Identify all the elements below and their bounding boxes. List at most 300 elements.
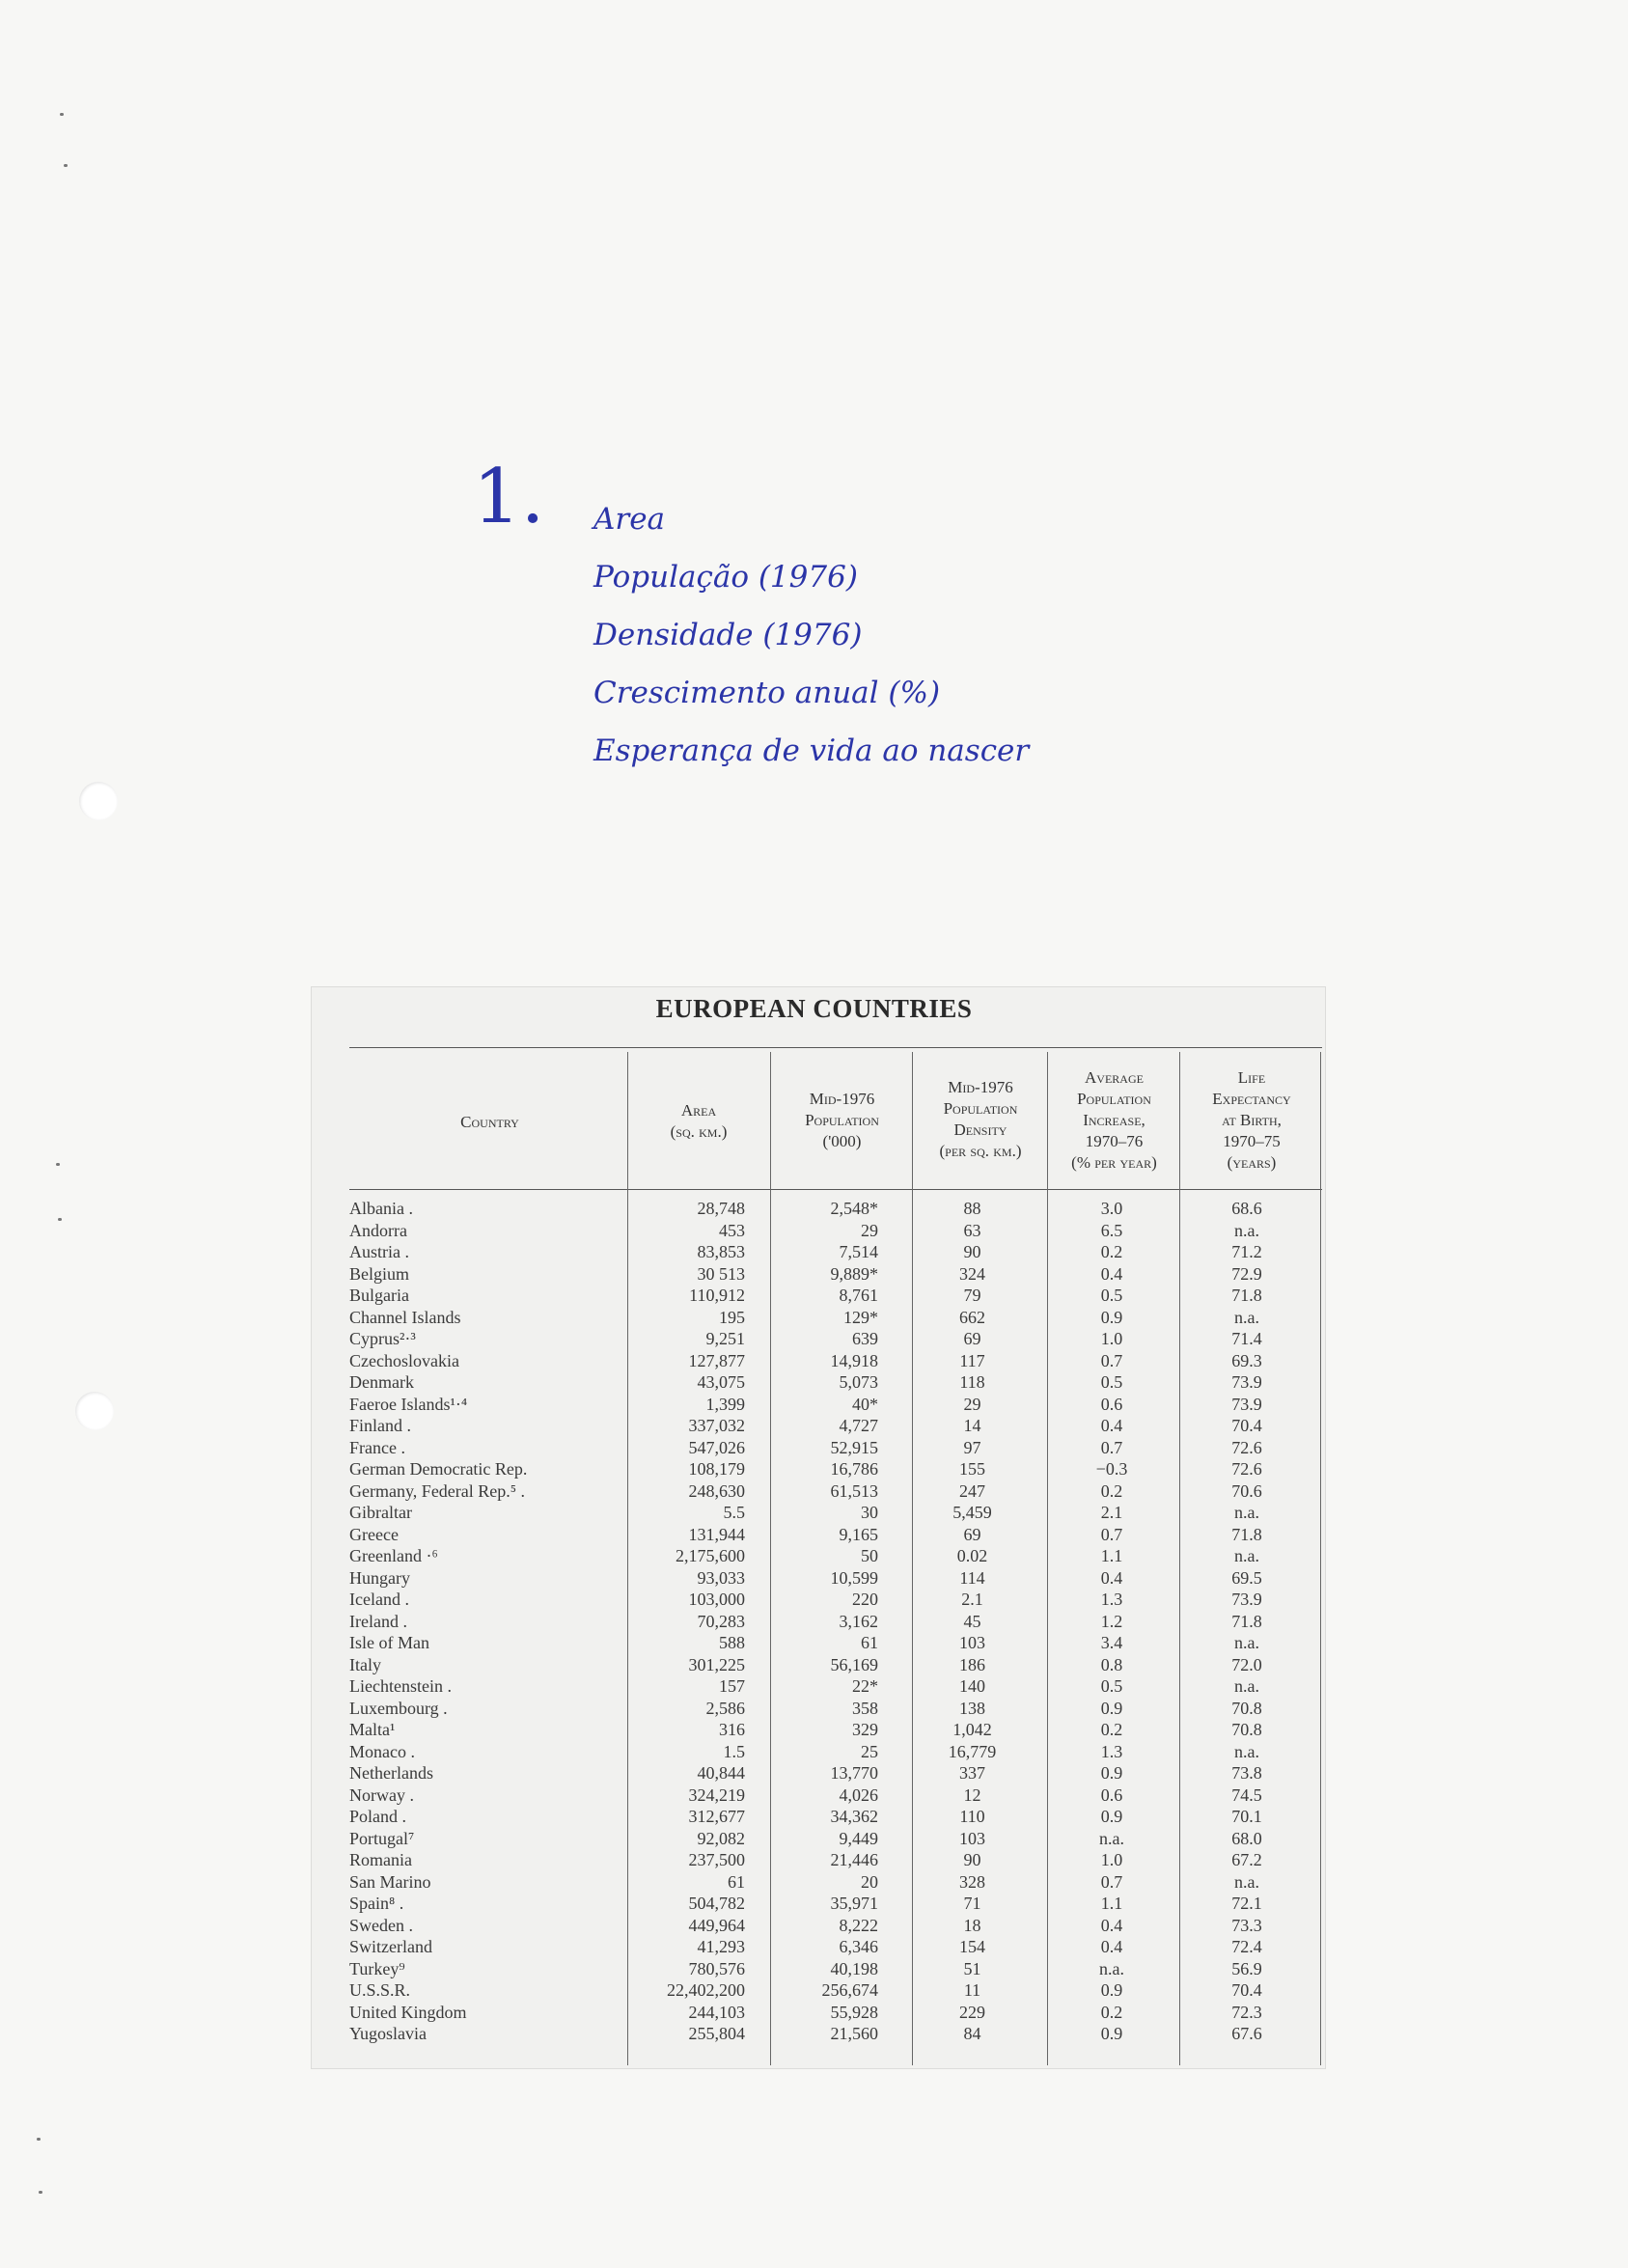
density-cell: 1,042 [952, 1720, 992, 1739]
life-expectancy-cell: 71.2 [1231, 1242, 1262, 1261]
table-row [0, 1459, 1628, 1481]
density-cell: 71 [963, 1894, 981, 1913]
table-row [0, 1568, 1628, 1590]
header-line: Population [805, 1111, 879, 1129]
country-cell: Portugal⁷ [349, 1828, 415, 1848]
increase-cell: 0.4 [1100, 1937, 1123, 1956]
population-cell: 35,971 [830, 1894, 878, 1913]
table-row [0, 1329, 1628, 1351]
header-line: (% per year) [1071, 1153, 1157, 1172]
density-cell: 69 [963, 1524, 981, 1544]
population-cell: 50 [861, 1546, 878, 1565]
handwritten-line: População (1976) [593, 560, 858, 595]
country-cell: Malta¹ [349, 1720, 396, 1739]
country-cell: German Democratic Rep. [349, 1459, 528, 1479]
table-row [0, 1308, 1628, 1330]
country-cell: Sweden . [349, 1915, 413, 1935]
life-expectancy-cell: n.a. [1234, 1546, 1259, 1565]
population-cell: 14,918 [830, 1350, 878, 1370]
area-cell: 237,500 [688, 1850, 745, 1869]
population-cell: 52,915 [830, 1437, 878, 1457]
life-expectancy-cell: 72.4 [1231, 1937, 1262, 1956]
population-cell: 9,889* [830, 1263, 878, 1284]
life-expectancy-cell: 67.2 [1231, 1850, 1262, 1869]
life-expectancy-cell: 73.9 [1231, 1394, 1262, 1414]
population-cell: 329 [852, 1720, 878, 1739]
header-line: Mid-1976 [809, 1090, 875, 1108]
area-cell: 248,630 [688, 1480, 745, 1501]
density-cell: 90 [963, 1242, 981, 1261]
table-row [0, 1937, 1628, 1959]
table-row [0, 1286, 1628, 1308]
area-cell: 316 [719, 1720, 745, 1739]
population-cell: 56,169 [830, 1654, 878, 1674]
density-cell: 63 [963, 1220, 981, 1240]
header-line: 1970–75 [1223, 1132, 1281, 1150]
life-expectancy-cell: 70.8 [1231, 1720, 1262, 1739]
area-cell: 453 [719, 1220, 745, 1240]
country-cell: Faeroe Islands¹·⁴ [349, 1394, 468, 1414]
area-cell: 1.5 [723, 1741, 745, 1761]
density-cell: 79 [963, 1286, 981, 1305]
handwritten-notes [473, 454, 1148, 801]
table-row [0, 1785, 1628, 1808]
header-line: Area [680, 1101, 717, 1120]
country-cell: Norway . [349, 1784, 414, 1805]
increase-cell: 0.8 [1100, 1654, 1123, 1674]
life-expectancy-cell: 73.9 [1231, 1372, 1262, 1392]
population-cell: 8,761 [839, 1286, 878, 1305]
header-line: at Birth, [1222, 1111, 1282, 1129]
area-cell: 324,219 [688, 1784, 745, 1805]
population-cell: 10,599 [830, 1567, 878, 1588]
header-line: (sq. km.) [670, 1122, 728, 1141]
area-cell: 103,000 [688, 1590, 745, 1609]
country-cell: U.S.S.R. [349, 1980, 411, 2000]
increase-cell: 0.6 [1100, 1784, 1123, 1805]
population-cell: 7,514 [839, 1242, 878, 1261]
density-cell: 69 [963, 1329, 981, 1348]
area-cell: 588 [719, 1633, 745, 1652]
area-cell: 28,748 [697, 1199, 745, 1218]
speck [56, 1163, 60, 1166]
density-cell: 114 [959, 1567, 985, 1588]
increase-cell: 0.2 [1100, 1242, 1123, 1261]
population-cell: 22* [852, 1676, 878, 1696]
population-cell: 8,222 [839, 1915, 878, 1935]
area-cell: 449,964 [688, 1915, 745, 1935]
life-expectancy-cell: 71.4 [1231, 1329, 1262, 1348]
density-cell: 0.02 [956, 1546, 988, 1565]
life-expectancy-cell: 72.3 [1231, 2002, 1262, 2022]
density-cell: 247 [959, 1480, 985, 1501]
header-line: Expectancy [1212, 1090, 1291, 1108]
increase-cell: n.a. [1099, 1828, 1124, 1848]
population-cell: 2,548* [830, 1199, 878, 1218]
header-line: Mid-1976 [948, 1078, 1013, 1096]
population-cell: 3,162 [839, 1611, 878, 1631]
population-cell: 30 [861, 1503, 878, 1522]
country-cell: Romania [349, 1850, 412, 1869]
density-cell: 328 [959, 1871, 985, 1892]
increase-cell: 0.9 [1100, 1980, 1123, 2000]
increase-cell: 1.0 [1100, 1850, 1123, 1869]
country-cell: Denmark [349, 1372, 414, 1392]
country-cell: Iceland . [349, 1590, 409, 1609]
header-line: 1970–76 [1085, 1132, 1144, 1150]
increase-cell: 1.0 [1100, 1329, 1123, 1348]
country-cell: Channel Islands [349, 1307, 461, 1327]
table-row [0, 1720, 1628, 1742]
increase-cell: 6.5 [1100, 1220, 1123, 1240]
population-cell: 29 [861, 1220, 878, 1240]
table-row [0, 1959, 1628, 1981]
life-expectancy-cell: 56.9 [1231, 1958, 1262, 1978]
life-expectancy-cell: 72.0 [1231, 1654, 1262, 1674]
country-cell: Switzerland [349, 1937, 432, 1956]
population-cell: 9,165 [839, 1524, 878, 1544]
country-cell: Albania . [349, 1199, 413, 1218]
life-expectancy-cell: 71.8 [1231, 1611, 1262, 1631]
population-cell: 9,449 [839, 1828, 878, 1848]
area-cell: 5.5 [723, 1503, 745, 1522]
table-row [0, 1894, 1628, 1916]
table-row [0, 1221, 1628, 1243]
table-row [0, 1546, 1628, 1568]
density-cell: 229 [959, 2002, 985, 2022]
increase-cell: 1.1 [1100, 1546, 1123, 1565]
density-cell: 12 [963, 1784, 981, 1805]
table-row [0, 2024, 1628, 2046]
area-cell: 301,225 [688, 1654, 745, 1674]
density-cell: 154 [959, 1937, 985, 1956]
life-expectancy-cell: n.a. [1234, 1871, 1259, 1892]
area-cell: 110,912 [689, 1286, 745, 1305]
country-cell: Italy [349, 1654, 381, 1674]
table-row [0, 1438, 1628, 1460]
population-cell: 16,786 [830, 1459, 878, 1479]
life-expectancy-cell: 68.0 [1231, 1828, 1262, 1848]
density-cell: 11 [963, 1980, 981, 2000]
table-row [0, 1242, 1628, 1264]
density-cell: 155 [959, 1459, 985, 1479]
increase-cell: 3.4 [1100, 1633, 1123, 1652]
area-cell: 157 [719, 1676, 745, 1696]
area-cell: 2,175,600 [676, 1546, 745, 1565]
increase-cell: 0.5 [1100, 1676, 1123, 1696]
density-cell: 186 [959, 1654, 985, 1674]
life-expectancy-cell: 73.9 [1231, 1590, 1262, 1609]
life-expectancy-cell: n.a. [1234, 1676, 1259, 1696]
table-row [0, 1655, 1628, 1677]
area-cell: 9,251 [705, 1329, 745, 1348]
area-cell: 127,877 [688, 1350, 745, 1370]
increase-cell: 0.7 [1100, 1350, 1123, 1370]
area-cell: 108,179 [688, 1459, 745, 1479]
country-cell: Germany, Federal Rep.⁵ . [349, 1480, 526, 1501]
header-increase [1049, 1067, 1179, 1174]
population-cell: 40* [852, 1394, 878, 1414]
population-cell: 358 [852, 1698, 878, 1718]
country-cell: Liechtenstein . [349, 1676, 452, 1696]
area-cell: 61 [728, 1871, 745, 1892]
header-country [386, 1112, 593, 1133]
density-cell: 138 [959, 1698, 985, 1718]
life-expectancy-cell: n.a. [1234, 1741, 1259, 1761]
handwritten-line: Crescimento anual (%) [593, 676, 941, 710]
increase-cell: 0.2 [1100, 1480, 1123, 1501]
population-cell: 61,513 [830, 1480, 878, 1501]
country-cell: Gibraltar [349, 1503, 412, 1522]
increase-cell: 0.9 [1100, 2024, 1123, 2043]
header-life-expectancy [1181, 1067, 1322, 1174]
population-cell: 4,026 [839, 1784, 878, 1805]
increase-cell: 3.0 [1100, 1199, 1123, 1218]
header-line: Density [953, 1120, 1007, 1139]
area-cell: 131,944 [688, 1524, 745, 1544]
density-cell: 29 [963, 1394, 981, 1414]
table-row [0, 1372, 1628, 1395]
increase-cell: 0.7 [1100, 1524, 1123, 1544]
area-cell: 195 [719, 1307, 745, 1327]
life-expectancy-cell: 69.3 [1231, 1350, 1262, 1370]
life-expectancy-cell: n.a. [1234, 1633, 1259, 1652]
increase-cell: 0.4 [1100, 1416, 1123, 1435]
area-cell: 2,586 [705, 1698, 745, 1718]
density-cell: 117 [959, 1350, 985, 1370]
density-cell: 5,459 [952, 1503, 992, 1522]
life-expectancy-cell: n.a. [1234, 1220, 1259, 1240]
increase-cell: 0.2 [1100, 1720, 1123, 1739]
country-cell: Cyprus²·³ [349, 1329, 416, 1348]
increase-cell: 0.9 [1100, 1807, 1123, 1826]
header-line: Country [460, 1113, 519, 1131]
table-row [0, 1264, 1628, 1286]
table-row [0, 1676, 1628, 1699]
table-row [0, 1612, 1628, 1634]
population-cell: 13,770 [830, 1763, 878, 1783]
country-cell: San Marino [349, 1871, 431, 1892]
increase-cell: 1.1 [1100, 1894, 1123, 1913]
area-cell: 1,399 [705, 1394, 745, 1414]
header-top-rule [349, 1047, 1322, 1048]
population-cell: 61 [861, 1633, 878, 1652]
country-cell: Ireland . [349, 1611, 407, 1631]
population-cell: 25 [861, 1741, 878, 1761]
country-cell: Poland . [349, 1807, 407, 1826]
increase-cell: 0.5 [1100, 1286, 1123, 1305]
life-expectancy-cell: 72.6 [1231, 1437, 1262, 1457]
speck [37, 2138, 41, 2141]
area-cell: 83,853 [697, 1242, 745, 1261]
handwritten-line: Densidade (1976) [593, 618, 863, 652]
population-cell: 21,560 [830, 2024, 878, 2043]
density-cell: 90 [963, 1850, 981, 1869]
table-row [0, 1980, 1628, 2003]
area-cell: 337,032 [688, 1416, 745, 1435]
header-line: (years) [1227, 1153, 1277, 1172]
area-cell: 504,782 [688, 1894, 745, 1913]
increase-cell: 0.2 [1100, 2002, 1123, 2022]
header-line: Increase, [1083, 1111, 1145, 1129]
life-expectancy-cell: n.a. [1234, 1307, 1259, 1327]
speck [64, 164, 68, 167]
area-cell: 40,844 [697, 1763, 745, 1783]
header-line: ('000) [822, 1132, 862, 1150]
population-cell: 4,727 [839, 1416, 878, 1435]
density-cell: 16,779 [948, 1741, 997, 1761]
header-population [772, 1089, 912, 1152]
life-expectancy-cell: 69.5 [1231, 1567, 1262, 1588]
country-cell: Austria . [349, 1242, 409, 1261]
population-cell: 21,446 [830, 1850, 878, 1869]
table-row [0, 1829, 1628, 1851]
country-cell: Spain⁸ . [349, 1894, 404, 1913]
increase-cell: 0.7 [1100, 1871, 1123, 1892]
country-cell: Monaco . [349, 1741, 415, 1761]
population-cell: 129* [843, 1307, 878, 1327]
country-cell: Netherlands [349, 1763, 433, 1783]
life-expectancy-cell: 73.8 [1231, 1763, 1262, 1783]
table-row [0, 1351, 1628, 1373]
table-row [0, 1481, 1628, 1504]
table-row [0, 1199, 1628, 1221]
country-cell: Yugoslavia [349, 2024, 427, 2043]
increase-cell: n.a. [1099, 1958, 1124, 1978]
life-expectancy-cell: 70.4 [1231, 1980, 1262, 2000]
population-cell: 6,346 [839, 1937, 878, 1956]
life-expectancy-cell: 72.6 [1231, 1459, 1262, 1479]
table-row [0, 1590, 1628, 1612]
density-cell: 97 [963, 1437, 981, 1457]
density-cell: 18 [963, 1915, 981, 1935]
increase-cell: 0.4 [1100, 1915, 1123, 1935]
life-expectancy-cell: 72.9 [1231, 1263, 1262, 1284]
table-row [0, 2003, 1628, 2025]
life-expectancy-cell: 70.8 [1231, 1698, 1262, 1718]
increase-cell: −0.3 [1095, 1459, 1128, 1479]
density-cell: 118 [959, 1372, 985, 1392]
increase-cell: 1.3 [1100, 1590, 1123, 1609]
life-expectancy-cell: 70.6 [1231, 1480, 1262, 1501]
life-expectancy-cell: 74.5 [1231, 1784, 1262, 1805]
header-area [631, 1100, 766, 1143]
table-row [0, 1416, 1628, 1438]
density-cell: 84 [963, 2024, 981, 2043]
country-cell: Greece [349, 1524, 399, 1544]
life-expectancy-cell: 73.3 [1231, 1915, 1262, 1935]
increase-cell: 0.6 [1100, 1394, 1123, 1414]
country-cell: United Kingdom [349, 2002, 467, 2022]
speck [39, 2191, 42, 2194]
country-cell: Turkey⁹ [349, 1958, 405, 1978]
density-cell: 14 [963, 1416, 981, 1435]
handwritten-line: Area [593, 502, 666, 537]
life-expectancy-cell: n.a. [1234, 1503, 1259, 1522]
punch-hole [79, 782, 118, 820]
increase-cell: 0.5 [1100, 1372, 1123, 1392]
area-cell: 92,082 [697, 1828, 745, 1848]
table-row [0, 1525, 1628, 1547]
table-row [0, 1395, 1628, 1417]
header-line: Population [943, 1099, 1018, 1118]
population-cell: 220 [852, 1590, 878, 1609]
density-cell: 110 [959, 1807, 985, 1826]
area-cell: 780,576 [688, 1958, 745, 1978]
table-row [0, 1633, 1628, 1655]
country-cell: Finland . [349, 1416, 412, 1435]
country-cell: Hungary [349, 1567, 410, 1588]
country-cell: Isle of Man [349, 1633, 429, 1652]
population-cell: 20 [861, 1871, 878, 1892]
area-cell: 70,283 [697, 1611, 745, 1631]
country-cell: Luxembourg . [349, 1698, 448, 1718]
area-cell: 41,293 [697, 1937, 745, 1956]
header-line: Population [1077, 1090, 1151, 1108]
life-expectancy-cell: 70.1 [1231, 1807, 1262, 1826]
life-expectancy-cell: 71.8 [1231, 1524, 1262, 1544]
country-cell: Bulgaria [349, 1286, 409, 1305]
header-line: (per sq. km.) [939, 1142, 1022, 1160]
speck [60, 113, 64, 116]
increase-cell: 0.9 [1100, 1307, 1123, 1327]
density-cell: 45 [963, 1611, 981, 1631]
area-cell: 244,103 [688, 2002, 745, 2022]
density-cell: 88 [963, 1199, 981, 1218]
density-cell: 337 [959, 1763, 985, 1783]
density-cell: 140 [959, 1676, 985, 1696]
country-cell: France . [349, 1437, 405, 1457]
country-cell: Greenland ·⁶ [349, 1546, 438, 1565]
table-row [0, 1503, 1628, 1525]
table-row [0, 1699, 1628, 1721]
increase-cell: 0.9 [1100, 1763, 1123, 1783]
density-cell: 324 [959, 1263, 985, 1284]
life-expectancy-cell: 71.8 [1231, 1286, 1262, 1305]
increase-cell: 0.4 [1100, 1567, 1123, 1588]
area-cell: 547,026 [688, 1437, 745, 1457]
header-bottom-rule [349, 1189, 1322, 1190]
country-cell: Czechoslovakia [349, 1350, 459, 1370]
increase-cell: 0.4 [1100, 1263, 1123, 1284]
area-cell: 93,033 [697, 1567, 745, 1588]
life-expectancy-cell: 68.6 [1231, 1199, 1262, 1218]
population-cell: 40,198 [830, 1958, 878, 1978]
population-cell: 55,928 [830, 2002, 878, 2022]
header-line: Average [1085, 1068, 1144, 1087]
density-cell: 103 [959, 1633, 985, 1652]
increase-cell: 0.7 [1100, 1437, 1123, 1457]
area-cell: 43,075 [697, 1372, 745, 1392]
area-cell: 255,804 [688, 2024, 745, 2043]
handwritten-number: 1. [473, 454, 545, 540]
table-row [0, 1872, 1628, 1895]
table-row [0, 1742, 1628, 1764]
density-cell: 51 [963, 1958, 981, 1978]
life-expectancy-cell: 72.1 [1231, 1894, 1262, 1913]
increase-cell: 0.9 [1100, 1698, 1123, 1718]
table-row [0, 1807, 1628, 1829]
population-cell: 639 [852, 1329, 878, 1348]
life-expectancy-cell: 67.6 [1231, 2024, 1262, 2043]
table-row [0, 1916, 1628, 1938]
population-cell: 256,674 [821, 1980, 878, 2000]
increase-cell: 2.1 [1100, 1503, 1123, 1522]
country-cell: Andorra [349, 1220, 407, 1240]
area-cell: 312,677 [688, 1807, 745, 1826]
population-cell: 34,362 [830, 1807, 878, 1826]
handwritten-line: Esperança de vida ao nascer [593, 733, 1030, 768]
